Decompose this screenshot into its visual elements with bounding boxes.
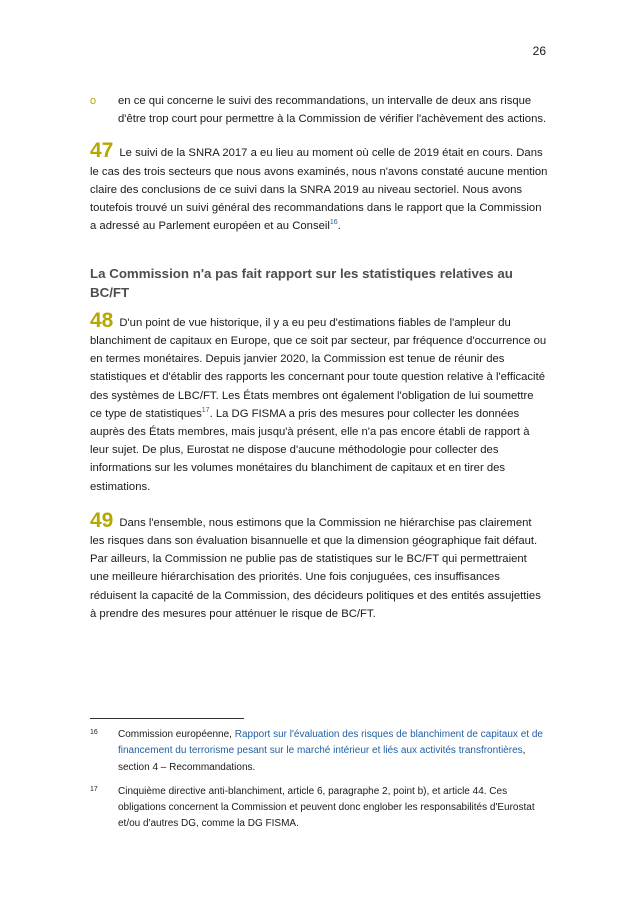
footnote-text: Cinquième directive anti-blanchiment, article 6, paragraphe 2, point b), et article 44. Ces obligations concernent la Commission et peuvent donc englober les responsabilités d'Eurostat et/ou d'autres DG, comme la DG FISMA.	[118, 785, 535, 830]
section-heading: La Commission n'a pas fait rapport sur les statistiques relatives au BC/FT	[90, 266, 513, 300]
paragraph-text: D'un point de vue historique, il y a eu peu d'estimations fiables de l'ampleur du blanchiment de capitaux en Europe, que ce soit par secteur, par fréquence d'occurrence ou en termes monétaires. Depuis janvier 2020, la Commission est tenue de réunir des statistiques et d'établir des rapports les concernant pour toute question relative à l'efficacité des systèmes de LBC/FT. Les États membres ont également l'obligation de lui soumettre ce type de statistiques	[90, 316, 547, 420]
footnote-number: 17	[90, 785, 98, 793]
footnote-ref-16[interactable]: 16	[329, 219, 338, 227]
bullet-marker: o	[90, 95, 97, 107]
footnote-ref-17[interactable]: 17	[201, 407, 210, 415]
paragraph-number: 49	[90, 508, 114, 532]
paragraph-48	[90, 308, 548, 496]
paragraph-text: Le suivi de la SNRA 2017 a eu lieu au moment où celle de 2019 était en cours. Dans le cas des trois secteurs que nous avons examinés, nous n'avons constaté aucune mention claire des conclusions de ce suivi dans la SNRA 2019 au niveau sectoriel. Nous avons toutefois trouvé un suivi général des recommandations dans le rapport que la Commission a adressé au Parlement européen et au Conseil	[90, 147, 548, 233]
paragraph-number: 48	[90, 308, 114, 332]
paragraph-end: .	[337, 220, 341, 233]
paragraph-text-cont: . La DG FISMA a pris des mesures pour collecter les données auprès des États membres, mais jusqu'à présent, elle n'a pas encore établi de rapport à leur sujet. De plus, Eurostat ne dispose d'aucune méthodologie pour collecter des informations sur les volumes monétaires du blanchiment de capitaux et en tirer des estimations.	[90, 407, 530, 493]
footnote-17	[90, 784, 548, 833]
footnote-number: 16	[90, 729, 98, 736]
footnotes	[90, 727, 548, 833]
footnote-16	[90, 727, 548, 776]
page-number: 26	[532, 44, 546, 58]
paragraph-number: 47	[90, 139, 114, 163]
paragraph-49	[90, 508, 548, 623]
footnote-suffix: , section 4 – Recommandations.	[118, 745, 526, 773]
main-content	[90, 92, 548, 623]
footnote-prefix: Commission européenne,	[118, 729, 235, 740]
paragraph-47	[90, 139, 548, 235]
bullet-item	[90, 92, 548, 128]
footnote-separator	[90, 718, 244, 719]
paragraph-text: Dans l'ensemble, nous estimons que la Commission ne hiérarchise pas clairement les risques dans son évaluation bisannuelle et que la dimension géographique fait défaut. Par ailleurs, la Commission ne publie pas de statistiques sur le BC/FT qui permettraient une meilleure hiérarchisation des priorités. Une fois conjuguées, ces insuffisances réduisent la capacité de la Commission, des décideurs politiques et des entités assujetties à prendre des mesures pour atténuer le risque de BC/FT.	[90, 516, 541, 620]
bullet-text: en ce qui concerne le suivi des recommandations, un intervalle de deux ans risque d'être trop court pour permettre à la Commission de vérifier l'achèvement des actions.	[118, 95, 547, 126]
footnote-link[interactable]: Rapport sur l'évaluation des risques de blanchiment de capitaux et de financement du terrorisme pesant sur le marché intérieur et liés aux activités transfrontières	[118, 729, 543, 757]
footnote-text	[118, 727, 548, 776]
